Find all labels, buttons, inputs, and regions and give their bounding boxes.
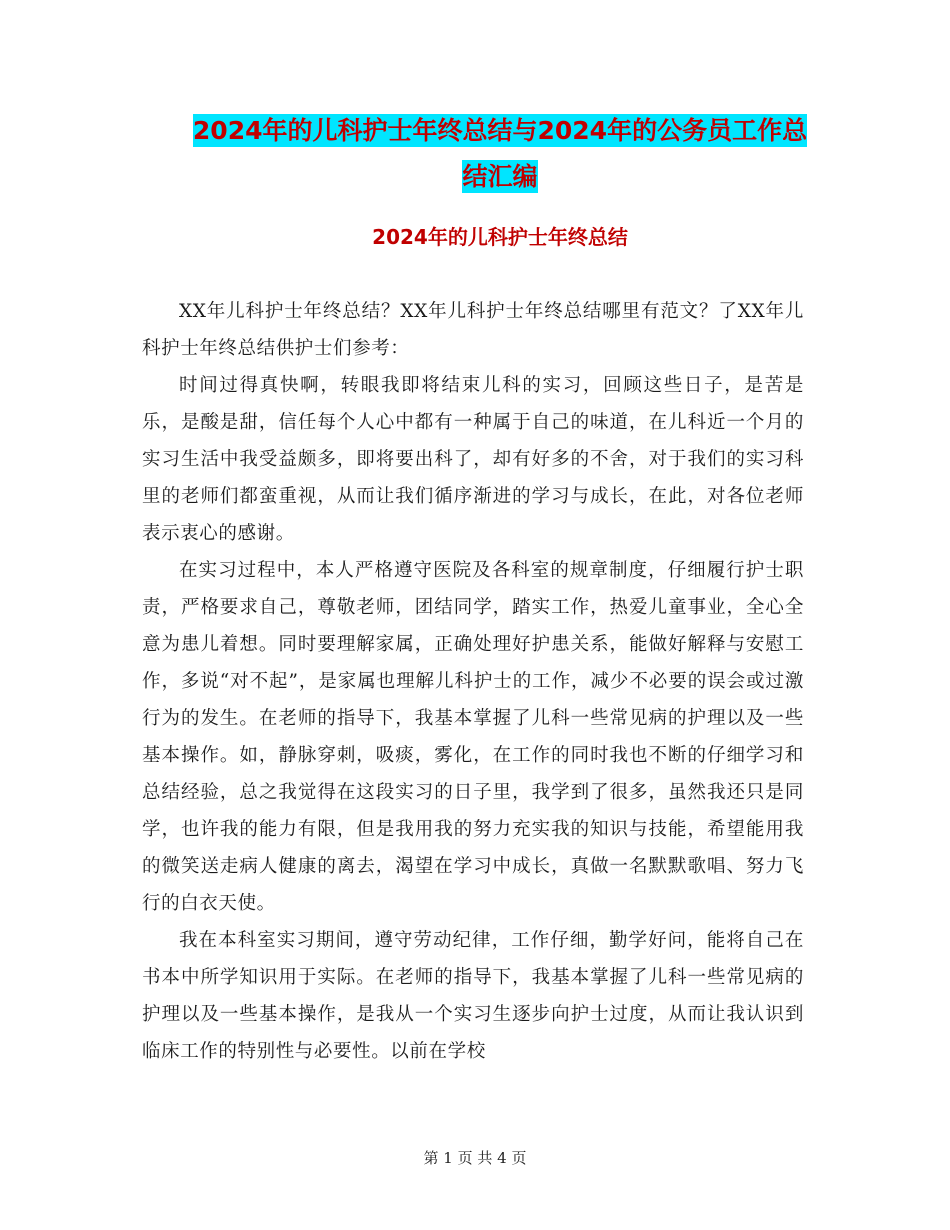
paragraph-3: 在实习过程中，本人严格遵守医院及各科室的规章制度，仔细履行护士职责，严格要求自己，尊敬老师，团结同学，踏实工作，热爱儿童事业，全心全意为患儿着想。同时要理解家属，正确处理好护患关系，能做好解释与安慰工作，多说“对不起”，是家属也理解儿科护士的工作，减少不必要的误会或过激行为的发生。在老师的指导下，我基本掌握了儿科一些常见病的护理以及一些基本操作。如，静脉穿刺，吸痰，雾化，在工作的同时我也不断的仔细学习和总结经验，总之我觉得在这段实习的日子里，我学到了很多，虽然我还只是同学，也许我的能力有限，但是我用我的努力充实我的知识与技能，希望能用我的微笑送走病人健康的离去，渴望在学习中成长，真做一名默默歌唱、努力飞行的白衣天使。 [142,560,804,914]
document-title-line2: 结汇编 [462,162,538,191]
document-title-line1: 2024年的儿科护士年终总结与2024年的公务员工作总 [192,116,808,145]
document-title [100,108,900,200]
body-text [142,293,804,1070]
page-footer: 第 1 页 共 4 页 [423,1149,527,1167]
paragraph-2: 时间过得真快啊，转眼我即将结束儿科的实习，回顾这些日子，是苦是乐，是酸是甜，信任每个人心中都有一种属于自己的味道，在儿科近一个月的实习生活中我受益颇多，即将要出科了，却有好多的不舍，对于我们的实习科里的老师们都蛮重视，从而让我们循序渐进的学习与成长，在此，对各位老师表示衷心的感谢。 [142,375,804,544]
paragraph-4: 我在本科室实习期间，遵守劳动纪律，工作仔细，勤学好问，能将自己在书本中所学知识用于实际。在老师的指导下，我基本掌握了儿科一些常见病的护理以及一些基本操作，是我从一个实习生逐步向护士过度，从而让我认识到临床工作的特别性与必要性。以前在学校 [142,930,804,1062]
paragraph-1: XX年儿科护士年终总结？XX年儿科护士年终总结哪里有范文？了XX年儿科护士年终总结供护士们参考： [142,301,804,359]
section-title: 2024年的儿科护士年终总结 [372,225,628,249]
